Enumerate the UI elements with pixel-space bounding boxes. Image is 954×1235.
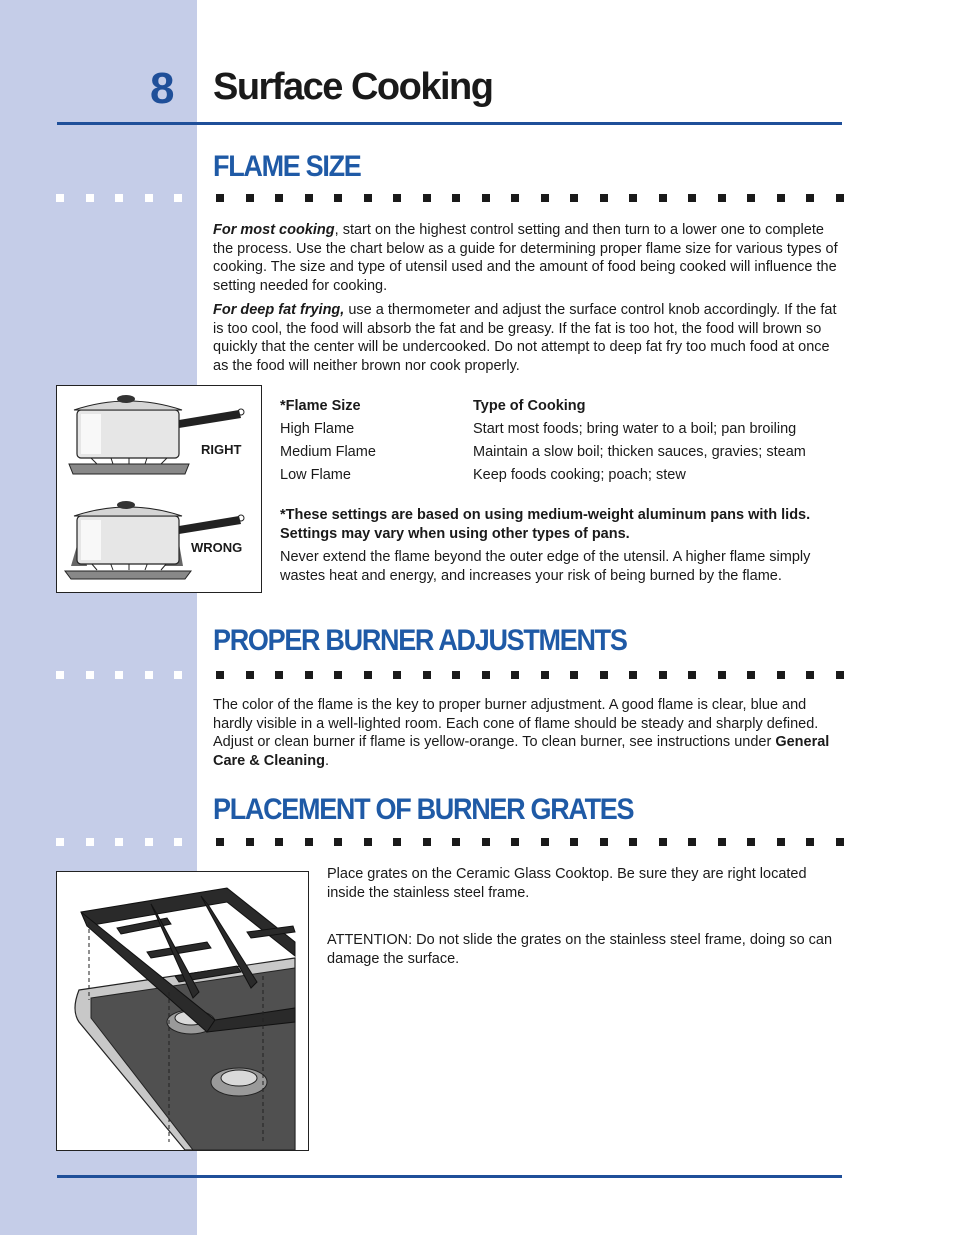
divider-dot	[393, 194, 401, 202]
heading-burner-grates: PLACEMENT OF BURNER GRATES	[213, 793, 634, 826]
dot-divider	[50, 838, 850, 848]
label-wrong: WRONG	[191, 540, 243, 555]
divider-dot	[364, 194, 372, 202]
divider-dot	[423, 838, 431, 846]
divider-dot	[688, 194, 696, 202]
divider-dot	[541, 671, 549, 679]
flame-size-paragraph-2: For deep fat frying, use a thermometer and adjust the surface control knob accordingly. If the fat is too cool, the food will absorb the fat and be greasy. If the fat is too hot, the food will brown so quickly that the center will be undercooked. Do not attempt to deep fat fry too much food at once as the food will neither brown nor cook properly.	[213, 302, 837, 375]
divider-dot	[86, 194, 94, 202]
divider-dot	[836, 194, 844, 202]
divider-dot	[452, 671, 460, 679]
page-number: 8	[150, 64, 175, 113]
divider-dot	[305, 671, 313, 679]
table-header-cell: Type of Cooking	[473, 398, 586, 414]
grate-placement-figure	[56, 871, 309, 1151]
divider-dot	[56, 838, 64, 846]
divider-dot	[629, 194, 637, 202]
divider-dot	[174, 194, 182, 202]
divider-dot	[777, 838, 785, 846]
divider-dot	[86, 671, 94, 679]
heading-flame-size: FLAME SIZE	[213, 150, 361, 183]
divider-dot	[174, 671, 182, 679]
table-cell: Low Flame	[280, 467, 351, 483]
divider-dot	[629, 671, 637, 679]
divider-dot	[541, 194, 549, 202]
divider-dot	[541, 838, 549, 846]
divider-dot	[836, 671, 844, 679]
dot-divider	[50, 194, 850, 204]
divider-dot	[659, 194, 667, 202]
label-right: RIGHT	[201, 442, 242, 457]
grates-attention-paragraph: ATTENTION: Do not slide the grates on the stainless steel frame, doing so can damage the surface.	[327, 932, 833, 967]
divider-dot	[570, 671, 578, 679]
table-cell: Medium Flame	[280, 444, 376, 460]
divider-dot	[511, 671, 519, 679]
divider-dot	[452, 194, 460, 202]
divider-dot	[423, 194, 431, 202]
page-title: Surface Cooking	[213, 66, 493, 108]
grates-paragraph-1: Place grates on the Ceramic Glass Cooktop. Be sure they are right located inside the stainless steel frame.	[327, 866, 807, 901]
general-care-reference: General Care & Cleaning	[213, 734, 830, 770]
header-rule	[57, 122, 842, 125]
divider-dot	[334, 194, 342, 202]
divider-dot	[629, 838, 637, 846]
divider-dot	[482, 838, 490, 846]
divider-dot	[216, 671, 224, 679]
divider-dot	[86, 838, 94, 846]
divider-dot	[659, 838, 667, 846]
divider-dot	[688, 838, 696, 846]
divider-dot	[115, 838, 123, 846]
flame-settings-note: *These settings are based on using medium-weight aluminum pans with lids. Settings may vary when using other types of pans.	[280, 507, 811, 542]
divider-dot	[115, 194, 123, 202]
divider-dot	[275, 838, 283, 846]
divider-dot	[145, 194, 153, 202]
divider-dot	[174, 838, 182, 846]
divider-dot	[836, 838, 844, 846]
cooktop-grate-illustration	[57, 872, 308, 1150]
burner-adjustments-paragraph: The color of the flame is the key to proper burner adjustment. A good flame is clear, blue and hardly visible in a well-lighted room. Each cone of flame should be steady and sharply defined. Adjust or clean burner if flame is yellow-orange. To clean burner, see instructions under General Care & Cleaning.	[213, 697, 830, 770]
divider-dot	[482, 194, 490, 202]
divider-dot	[56, 194, 64, 202]
divider-dot	[570, 194, 578, 202]
divider-dot	[423, 671, 431, 679]
divider-dot	[718, 194, 726, 202]
table-cell: High Flame	[280, 421, 355, 437]
divider-dot	[747, 194, 755, 202]
flame-size-figure	[56, 385, 262, 593]
table-cell: Keep foods cooking; poach; stew	[473, 467, 686, 483]
dot-divider	[50, 671, 850, 681]
divider-dot	[806, 838, 814, 846]
divider-dot	[718, 671, 726, 679]
table-header-cell: *Flame Size	[280, 398, 361, 414]
divider-dot	[600, 671, 608, 679]
flame-warning-paragraph: Never extend the flame beyond the outer edge of the utensil. A higher flame simply wastes heat and energy, and increases your risk of being burned by the flame.	[280, 549, 811, 584]
divider-dot	[718, 838, 726, 846]
divider-dot	[777, 194, 785, 202]
heading-burner-adjustments: PROPER BURNER ADJUSTMENTS	[213, 624, 627, 657]
divider-dot	[659, 671, 667, 679]
divider-dot	[275, 671, 283, 679]
divider-dot	[246, 194, 254, 202]
divider-dot	[511, 194, 519, 202]
divider-dot	[334, 838, 342, 846]
divider-dot	[275, 194, 283, 202]
divider-dot	[145, 671, 153, 679]
footer-rule	[57, 1175, 842, 1178]
divider-dot	[305, 194, 313, 202]
divider-dot	[246, 671, 254, 679]
divider-dot	[600, 194, 608, 202]
table-cell: Start most foods; bring water to a boil; pan broiling	[473, 421, 797, 437]
divider-dot	[145, 838, 153, 846]
divider-dot	[570, 838, 578, 846]
divider-dot	[305, 838, 313, 846]
divider-dot	[364, 838, 372, 846]
right-pan-icon	[69, 395, 244, 474]
divider-dot	[393, 671, 401, 679]
divider-dot	[115, 671, 123, 679]
pan-on-burner-illustration	[57, 386, 261, 592]
divider-dot	[56, 671, 64, 679]
divider-dot	[482, 671, 490, 679]
divider-dot	[777, 671, 785, 679]
divider-dot	[364, 671, 372, 679]
divider-dot	[600, 838, 608, 846]
divider-dot	[452, 838, 460, 846]
flame-size-paragraph-1: For most cooking, start on the highest control setting and then turn to a lower one to complete the process. Use the chart below as a guide for determining proper flame size for various types of cooking. The size and type of utensil used and the amount of food being cooked will influence the setting needed for cooking.	[213, 222, 838, 295]
divider-dot	[393, 838, 401, 846]
divider-dot	[747, 838, 755, 846]
divider-dot	[688, 671, 696, 679]
divider-dot	[246, 838, 254, 846]
divider-dot	[216, 838, 224, 846]
divider-dot	[747, 671, 755, 679]
divider-dot	[511, 838, 519, 846]
divider-dot	[806, 671, 814, 679]
divider-dot	[334, 671, 342, 679]
divider-dot	[216, 194, 224, 202]
table-cell: Maintain a slow boil; thicken sauces, gravies; steam	[473, 444, 806, 460]
divider-dot	[806, 194, 814, 202]
